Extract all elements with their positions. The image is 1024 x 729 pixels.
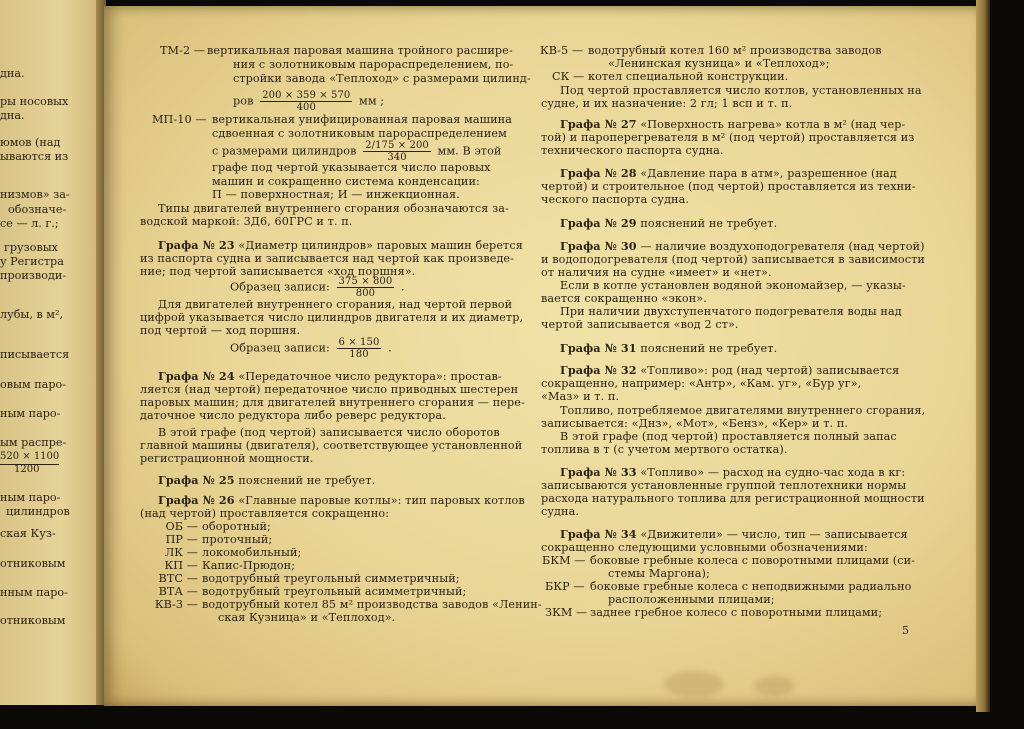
code-text: стемы Маргона); bbox=[608, 567, 710, 580]
term-text: вертикальная паровая машина тройного расшире- bbox=[207, 44, 513, 57]
paragraph-line: записывается: «Днз», «Мот», «Бенз», «Кер» и т. п. bbox=[541, 417, 849, 430]
section-heading: Графа № 27 bbox=[560, 117, 637, 131]
text: «Давление пара в атм», разрешенное (над bbox=[640, 167, 897, 180]
code-label: ВТС — bbox=[158, 572, 198, 585]
fragment: отниковым bbox=[0, 557, 66, 570]
code-text: заднее гребное колесо с поворотными плицами; bbox=[590, 606, 883, 619]
paper-stain bbox=[754, 676, 794, 696]
section-heading: Графа № 32 bbox=[560, 363, 637, 377]
code-text: водотрубный треугольный асимметричный; bbox=[202, 585, 467, 598]
code-label: БКМ — bbox=[542, 554, 586, 567]
fraction bbox=[337, 276, 395, 299]
text: пояснений не требует. bbox=[238, 474, 376, 487]
code-text: локомобильный; bbox=[202, 546, 302, 559]
term-text: сдвоенная с золотниковым парораспределением bbox=[212, 127, 507, 140]
fraction-num: 6 × 150 bbox=[338, 337, 380, 348]
fragment: цилиндров bbox=[6, 505, 70, 518]
paragraph-line: паровых машин; для двигателей внутреннего сгорания — пере- bbox=[140, 396, 525, 409]
code-text: оборотный; bbox=[202, 520, 271, 533]
paragraph-line: чертой записывается «вод 2 ст». bbox=[541, 318, 739, 331]
code-text: проточный; bbox=[202, 533, 273, 546]
code-label: ОБ — bbox=[165, 520, 198, 533]
text: «Топливо» — расход на судно-час хода в кг: bbox=[640, 466, 906, 479]
fragment: ры носовых bbox=[0, 95, 69, 108]
term-label: МП-10 — bbox=[152, 113, 207, 126]
fragment: производи- bbox=[0, 269, 67, 282]
paragraph-line: «Маз» и т. п. bbox=[541, 390, 620, 403]
fragment: писывается bbox=[0, 348, 70, 361]
text: «Главные паровые котлы»: тип паровых котлов bbox=[238, 494, 525, 507]
paragraph-line bbox=[560, 342, 777, 356]
section-heading: Графа № 31 bbox=[560, 341, 637, 355]
paragraph-line bbox=[560, 118, 905, 132]
fragment: нным паро- bbox=[0, 586, 68, 599]
code-text: водотрубный треугольный симметричный; bbox=[202, 572, 460, 585]
term-text bbox=[233, 90, 384, 113]
fragment: се — л. г.; bbox=[0, 217, 59, 230]
fraction-den: 180 bbox=[349, 349, 369, 360]
paragraph-line bbox=[560, 528, 908, 542]
section-heading: Графа № 29 bbox=[560, 216, 637, 230]
fragment: грузовых bbox=[4, 241, 58, 254]
fragment: ным паро- bbox=[0, 491, 61, 504]
code-label: КВ-3 — bbox=[154, 598, 198, 611]
term-label: ТМ-2 — bbox=[160, 44, 206, 57]
fragment: ываются из bbox=[0, 150, 69, 163]
code-label: КП — bbox=[164, 559, 198, 572]
fraction-den: 340 bbox=[387, 152, 407, 163]
paragraph-line: от наличия на судне «имеет» и «нет». bbox=[541, 266, 772, 279]
paragraph-line bbox=[158, 474, 375, 488]
fragment: 1200 bbox=[14, 464, 40, 475]
code-label: ПР — bbox=[165, 533, 198, 546]
page-number: 5 bbox=[902, 624, 909, 637]
code-label: БКР — bbox=[545, 580, 585, 593]
sample-line: Образец записи: $\frac{375 \times 800}{800}$ . bbox=[230, 276, 405, 299]
paragraph-line: той) и пароперегревателя в м² (под чертой) проставляется из bbox=[541, 131, 915, 144]
term-text bbox=[212, 140, 502, 163]
paragraph-line: В этой графе (под чертой) проставляется полный запас bbox=[560, 430, 897, 443]
paragraph-line: и водоподогревателя (под чертой) записывается в зависимости bbox=[541, 253, 925, 266]
text: Образец записи: bbox=[230, 280, 330, 294]
paragraph-line bbox=[158, 370, 502, 384]
paragraph-line: вается сокращенно «экон». bbox=[541, 292, 707, 305]
fragment: дна. bbox=[0, 109, 25, 122]
code-label: ЛК — bbox=[164, 546, 198, 559]
term-label: КВ-5 — bbox=[540, 44, 584, 57]
fragment: ым распре- bbox=[0, 436, 67, 449]
fraction bbox=[260, 90, 352, 113]
term-text: машин и сокращенно система конденсации: bbox=[212, 175, 480, 188]
code-text: водотрубный котел 85 м² производства заводов «Ленин- bbox=[202, 598, 542, 611]
term-label: СК — bbox=[552, 70, 585, 83]
term-text: вертикальная унифицированная паровая машина bbox=[212, 113, 513, 126]
text: «Поверхность нагрева» котла в м² (над чер- bbox=[640, 118, 906, 131]
fragment: обозначе- bbox=[8, 203, 67, 216]
paragraph-line: цифрой указывается число цилиндров двигателя и их диаметр, bbox=[140, 311, 524, 324]
text: пояснений не требует. bbox=[640, 217, 778, 230]
paragraph-line: судне, и их назначение: 2 гл; 1 всп и т. п. bbox=[541, 97, 793, 110]
paragraph-line: Для двигателей внутреннего сгорания, над чертой первой bbox=[158, 298, 513, 311]
text: мм. В этой bbox=[437, 144, 502, 158]
section-heading: Графа № 26 bbox=[158, 493, 235, 507]
text: с размерами цилиндров bbox=[212, 144, 357, 158]
text: «Топливо»: род (над чертой) записывается bbox=[640, 364, 900, 377]
text: «Движители» — число, тип — записывается bbox=[640, 528, 908, 541]
paragraph-line: ние; под чертой записывается «ход поршня». bbox=[140, 265, 416, 278]
fragment: овым паро- bbox=[0, 378, 66, 391]
paragraph-line: ческого паспорта судна. bbox=[541, 193, 690, 206]
paragraph-line: сокращенно следующими условными обозначениями: bbox=[541, 541, 868, 554]
paragraph-line bbox=[158, 239, 523, 253]
section-heading: Графа № 28 bbox=[560, 166, 637, 180]
fragment: ным паро- bbox=[0, 407, 61, 420]
paragraph-line bbox=[560, 240, 925, 254]
paragraph-line: записываются установленные группой теплотехники нормы bbox=[541, 479, 907, 492]
term-text: стройки завода «Теплоход» с размерами цилинд- bbox=[233, 72, 531, 85]
code-text: расположенными плицами; bbox=[608, 593, 775, 606]
text: «Передаточное число редуктора»: простав- bbox=[238, 370, 502, 383]
fraction-num: 200 × 359 × 570 bbox=[262, 90, 351, 101]
term-text: «Ленинская кузница» и «Теплоход»; bbox=[608, 57, 830, 70]
fragment: 520 × 1100 bbox=[0, 450, 59, 465]
term-text: П — поверхностная; И — инжекционная. bbox=[212, 188, 460, 201]
paragraph-line: сокращенно, например: «Антр», «Кам. уг», «Бур уг», bbox=[541, 377, 862, 390]
term-text: котел специальной конструкции. bbox=[588, 70, 789, 83]
fragment: у Регистра bbox=[0, 255, 64, 268]
fragment: юмов (над bbox=[0, 136, 61, 149]
paragraph-line bbox=[560, 466, 905, 480]
paragraph-line: Если в котле установлен водяной экономайзер, — указы- bbox=[560, 279, 906, 292]
paragraph-line: Топливо, потребляемое двигателями внутреннего сгорания, bbox=[560, 404, 926, 417]
fragment: низмов» за- bbox=[0, 188, 70, 201]
code-text: боковые гребные колеса с поворотными плицами (си- bbox=[590, 554, 916, 567]
paragraph-line: Типы двигателей внутреннего сгорания обозначаются за- bbox=[158, 202, 509, 215]
paragraph-line: Под чертой проставляется число котлов, установленных на bbox=[560, 84, 922, 97]
text: «Диаметр цилиндров» паровых машин берется bbox=[238, 239, 523, 252]
fraction-den: 400 bbox=[296, 102, 316, 113]
paragraph-line bbox=[158, 494, 525, 508]
fragment: лубы, в м², bbox=[0, 308, 64, 321]
text: — наличие воздухоподогревателя (над чертой) bbox=[640, 240, 925, 253]
text: Образец записи: bbox=[230, 341, 330, 355]
code-text: ская Кузница» и «Теплоход». bbox=[218, 611, 396, 624]
term-text: ния с золотниковым парораспределением, по- bbox=[233, 58, 514, 71]
term-text: графе под чертой указывается число паровых bbox=[212, 161, 491, 174]
paper-stain bbox=[664, 671, 724, 697]
paragraph-line: даточное число редуктора либо реверс редуктора. bbox=[140, 409, 446, 422]
paragraph-line: В этой графе (под чертой) записывается число оборотов bbox=[158, 426, 500, 439]
paragraph-line: (над чертой) проставляется сокращенно: bbox=[140, 507, 390, 520]
fragment: дна. bbox=[0, 67, 25, 80]
section-heading: Графа № 23 bbox=[158, 238, 235, 252]
paragraph-line: под чертой — ход поршня. bbox=[140, 324, 301, 337]
sample-line: Образец записи: $\frac{6 \times 150}{180}$ . bbox=[230, 337, 392, 360]
paragraph-line bbox=[560, 217, 777, 231]
fragment: ская Куз- bbox=[0, 527, 56, 540]
paragraph-line: чертой) и строительное (под чертой) проставляется из техни- bbox=[541, 180, 916, 193]
text: пояснений не требует. bbox=[640, 342, 778, 355]
section-heading: Графа № 33 bbox=[560, 465, 637, 479]
fragment: отниковым bbox=[0, 614, 66, 627]
paragraph-line: технического паспорта судна. bbox=[541, 144, 724, 157]
page-edge bbox=[976, 0, 990, 712]
paragraph-line bbox=[560, 167, 897, 181]
section-heading: Графа № 30 bbox=[560, 239, 637, 253]
term-text: водотрубный котел 160 м² производства заводов bbox=[588, 44, 882, 57]
section-heading: Графа № 24 bbox=[158, 369, 235, 383]
paragraph-line: расхода натурального топлива для регистрационной мощности bbox=[541, 492, 925, 505]
paragraph-line: судна. bbox=[541, 505, 580, 518]
section-heading: Графа № 34 bbox=[560, 527, 637, 541]
paragraph-line bbox=[560, 364, 899, 378]
paragraph-line: регистрационной мощности. bbox=[140, 452, 314, 465]
paragraph-line: водской маркой: 3Д6, 60ГРС и т. п. bbox=[140, 215, 353, 228]
paragraph-line: главной машины (двигателя), соответствующее установленной bbox=[140, 439, 523, 452]
fraction bbox=[363, 140, 431, 163]
text: мм ; bbox=[359, 94, 385, 108]
section-heading: Графа № 25 bbox=[158, 473, 235, 487]
paragraph-line: При наличии двухступенчатого подогревателя воды над bbox=[560, 305, 902, 318]
fraction-num: 2/175 × 200 bbox=[365, 140, 429, 151]
code-label: ЗКМ — bbox=[545, 606, 588, 619]
code-text: боковые гребные колеса с неподвижными радиально bbox=[590, 580, 912, 593]
paragraph-line: из паспорта судна и записывается над чертой как произведе- bbox=[140, 252, 515, 265]
fraction bbox=[337, 337, 382, 360]
text: ров bbox=[233, 94, 254, 108]
paragraph-line: ляется (над чертой) передаточное число приводных шестерен bbox=[140, 383, 519, 396]
fraction-num: 375 × 800 bbox=[338, 276, 393, 287]
code-text: Капис-Прюдон; bbox=[202, 559, 296, 572]
code-label: ВТА — bbox=[158, 585, 198, 598]
fraction-den: 800 bbox=[355, 288, 376, 299]
paragraph-line: топлива в т (с учетом мертвого остатка). bbox=[541, 443, 788, 456]
